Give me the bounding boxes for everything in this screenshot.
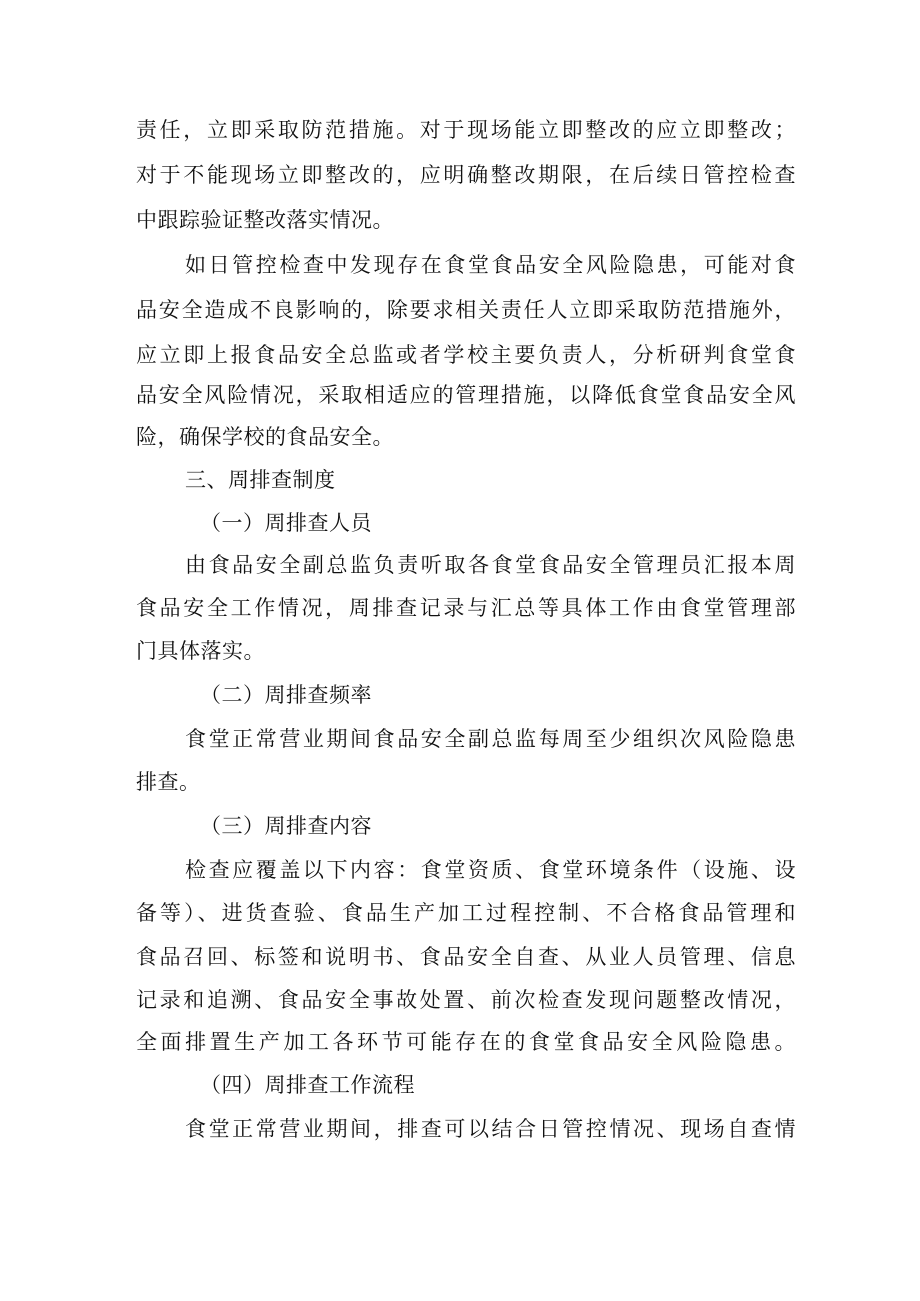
- paragraph-line: 检查应覆盖以下内容：食堂资质、食堂环境条件（设施、设: [185, 858, 796, 882]
- subsection-heading: （三）周排查内容: [200, 814, 372, 838]
- paragraph-line: 食品召回、标签和说明书、食品安全自查、从业人员管理、信息: [136, 945, 796, 969]
- paragraph-line: 应立即上报食品安全总监或者学校主要负责人，分析研判食堂食: [136, 343, 796, 367]
- paragraph-line: 如日管控检查中发现存在食堂食品安全风险隐患，可能对食: [185, 253, 796, 277]
- subsection-heading: （二）周排查频率: [200, 683, 372, 707]
- paragraph-line: 食堂正常营业期间，排查可以结合日管控情况、现场自查情: [185, 1117, 796, 1141]
- paragraph-line: 备等）、进货查验、食品生产加工过程控制、不合格食品管理和: [136, 901, 796, 925]
- paragraph-line: 由食品安全副总监负责听取各食堂食品安全管理员汇报本周: [185, 553, 796, 577]
- section-heading: 三、周排查制度: [185, 468, 336, 492]
- paragraph-line: 品安全造成不良影响的，除要求相关责任人立即采取防范措施外，: [136, 298, 796, 322]
- paragraph-line: 食品安全工作情况，周排查记录与汇总等具体工作由食堂管理部: [136, 596, 796, 620]
- paragraph-line: 险，确保学校的食品安全。: [136, 425, 394, 449]
- subsection-heading: （一）周排查人员: [200, 511, 372, 535]
- paragraph-line: 食堂正常营业期间食品安全副总监每周至少组织次风险隐患: [185, 727, 796, 751]
- paragraph-line: 责任，立即采取防范措施。对于现场能立即整改的应立即整改；: [136, 118, 796, 142]
- paragraph-line: 记录和追溯、食品安全事故处置、前次检查发现问题整改情况，: [136, 988, 796, 1012]
- subsection-heading: （四）周排查工作流程: [200, 1073, 415, 1097]
- paragraph-line: 对于不能现场立即整改的，应明确整改期限，在后续日管控检查: [136, 163, 796, 187]
- paragraph-line: 中跟踪验证整改落实情况。: [136, 208, 394, 232]
- paragraph-line: 排查。: [136, 770, 201, 794]
- paragraph-line: 门具体落实。: [136, 639, 265, 663]
- paragraph-line: 全面排置生产加工各环节可能存在的食堂食品安全风险隐患。: [136, 1030, 796, 1054]
- paragraph-line: 品安全风险情况，采取相适应的管理措施，以降低食堂食品安全风: [136, 383, 796, 407]
